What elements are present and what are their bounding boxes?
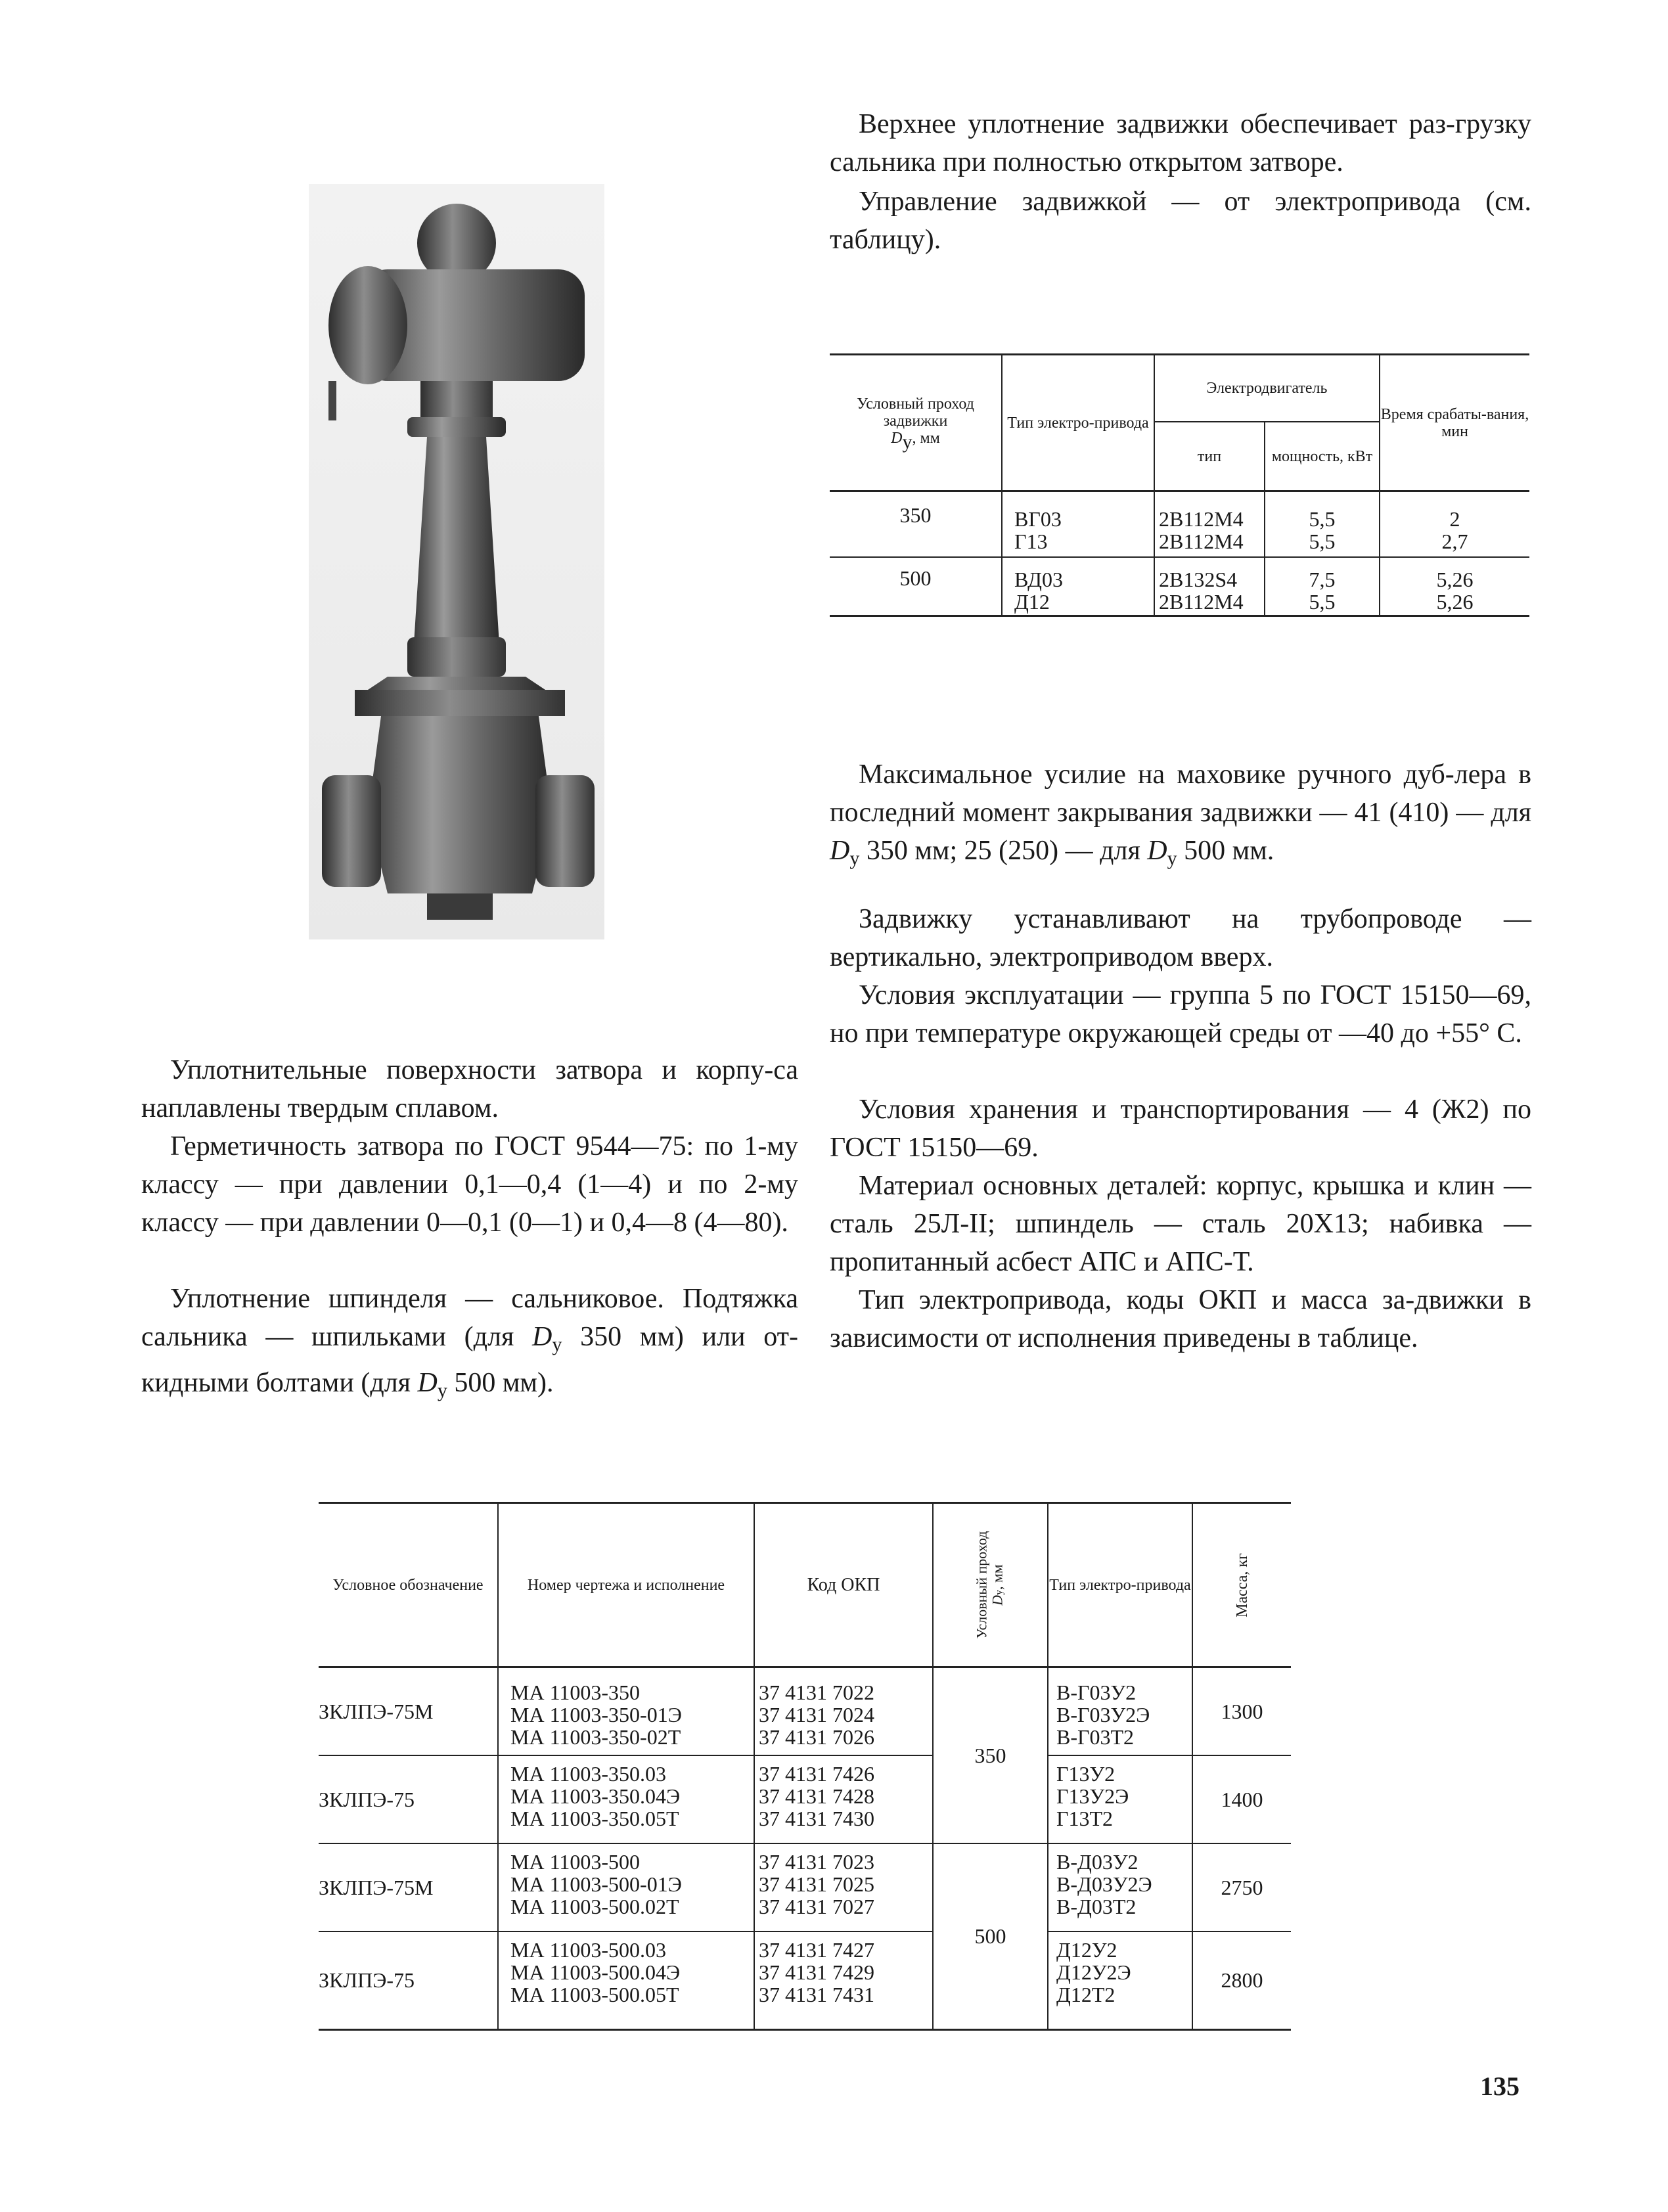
t2-okp [754, 1931, 933, 2030]
t2-okp-value: 37 4131 7430 [759, 1806, 874, 1830]
t2-okp-value: 37 4131 7023 [759, 1849, 874, 1874]
t2-dn: 500 [933, 1843, 1048, 2030]
t1-power [1265, 491, 1380, 557]
t2-drive-value: В-Г03У2 [1056, 1681, 1137, 1704]
t2-drawings [498, 1843, 754, 1931]
t1-dn: 350 [899, 503, 932, 527]
t2-okp-value: 37 4131 7429 [759, 1960, 874, 1984]
paragraph-right-1 [830, 756, 1531, 878]
t2-designation: ЗКЛПЭ-75М [319, 1699, 434, 1723]
t2-mass: 1400 [1192, 1755, 1291, 1843]
t2-mass: 2750 [1192, 1843, 1291, 1931]
dy-symbol: D [1147, 836, 1167, 866]
t1-drive-value: ВГ03 [1014, 507, 1062, 531]
t1-row [830, 491, 1529, 557]
t1-time-value: 2 [1449, 507, 1460, 531]
t1-drive-value: Г13 [1014, 529, 1048, 553]
t2-row [319, 1843, 1291, 1931]
t2-okp-value: 37 4131 7426 [759, 1761, 874, 1786]
t2-drawing-value: МА 11003-350.03 [510, 1761, 667, 1786]
t1-power [1265, 557, 1380, 616]
t1-header-time: Время срабаты-вания, мин [1380, 355, 1529, 491]
t2-header-mass-label: Масса, кг [1233, 1552, 1251, 1617]
t2-drawing-value: МА 11003-350-01Э [510, 1703, 682, 1727]
t2-okp-value: 37 4131 7027 [759, 1894, 874, 1918]
t1-motor-value: 2В112М4 [1159, 507, 1244, 531]
paragraph-top-2: Управление задвижкой — от электропривода (см. таблицу). [830, 187, 1531, 255]
t1-row [830, 557, 1529, 616]
t1-header-motor-power: мощность, кВт [1265, 422, 1380, 491]
t1-drive [1002, 557, 1154, 616]
t1-drive-value: ВД03 [1014, 568, 1063, 592]
dy-symbol: D [830, 836, 850, 866]
t1-time [1380, 557, 1529, 616]
paragraph-left-3-c: 500 мм). [454, 1368, 554, 1398]
t2-header-designation: Условное обозначение [332, 1576, 484, 1594]
t1-motor-value: 2В132S4 [1159, 568, 1238, 592]
t2-drawing-value: МА 11003-350 [510, 1681, 641, 1704]
t1-header-dn-unit: , мм [912, 429, 940, 447]
t2-drives [1048, 1843, 1192, 1931]
t1-motor-value: 2В112М4 [1159, 590, 1244, 614]
t1-header-dn [830, 355, 1002, 491]
t2-designation: ЗКЛПЭ-75 [319, 1787, 415, 1811]
t2-okp-value: 37 4131 7024 [759, 1703, 874, 1727]
paragraph-left-1: Уплотнительные поверхности затвора и корпу-са наплавлены твердым сплавом. [141, 1055, 798, 1123]
paragraph-top-1: Верхнее уплотнение задвижки обеспечивает раз-грузку сальника при полностью открытом затворе. [830, 109, 1531, 177]
t2-header-drawing: Номер чертежа и исполнение [498, 1503, 754, 1667]
t1-power-value: 7,5 [1309, 568, 1336, 592]
t1-dn: 500 [899, 566, 932, 590]
t2-drives [1048, 1667, 1192, 1755]
t1-power-value: 5,5 [1309, 590, 1336, 614]
t1-dy-sub: у [902, 430, 913, 453]
t1-header-drive: Тип электро-привода [1002, 355, 1154, 491]
t2-header-drive: Тип электро-привода [1048, 1503, 1192, 1667]
t2-designation: ЗКЛПЭ-75М [319, 1875, 434, 1899]
variants-table [319, 1502, 1291, 2031]
t2-row [319, 1755, 1291, 1843]
t2-drawing-value: МА 11003-500 [510, 1849, 641, 1874]
t2-drawings [498, 1667, 754, 1755]
t1-motor [1154, 557, 1265, 616]
page-number: 135 [1480, 2071, 1520, 2101]
t1-time-value: 5,26 [1436, 568, 1474, 592]
t2-header-dn-label: Условный проход [973, 1531, 989, 1639]
t2-drives [1048, 1755, 1192, 1843]
dy-sub: у [1167, 847, 1177, 869]
paragraph-right-5: Материал основных деталей: корпус, крышка и клин — сталь 25Л-II; шпиндель — сталь 20Х13; набивка — пропитанный асбест АПС и АПС-Т. [830, 1171, 1531, 1277]
paragraph-right-1-c: 500 мм. [1184, 836, 1274, 866]
t2-okp-value: 37 4131 7428 [759, 1784, 874, 1808]
valve-photo [309, 184, 604, 939]
t1-header-motor: Электродвигатель [1154, 355, 1380, 422]
t1-motor [1154, 491, 1265, 557]
t2-drawing-value: МА 11003-350-02Т [510, 1725, 681, 1749]
paragraph-right-1-b: 350 мм; 25 (250) — для [866, 836, 1140, 866]
t2-drive-value: В-Г03Т2 [1056, 1725, 1135, 1749]
t2-drives [1048, 1931, 1192, 2030]
t1-power-value: 5,5 [1309, 507, 1336, 531]
t2-header-dn [933, 1503, 1048, 1667]
paragraph-left-3-b: 350 мм) или от-кидными болтами (для [141, 1322, 799, 1398]
t2-dy-symbol: D [989, 1594, 1005, 1606]
paragraph-right-3: Условия эксплуатации — группа 5 по ГОСТ 15150—69, но при температуре окружающей среды от —40 до +55° С. [830, 980, 1531, 1049]
dy-symbol: D [532, 1322, 552, 1352]
t2-drive-value: Д12У2Э [1056, 1960, 1131, 1984]
t2-okp-value: 37 4131 7431 [759, 1982, 874, 2006]
paragraph-right-4: Условия хранения и транспортирования — 4 (Ж2) по ГОСТ 15150—69. [830, 1095, 1531, 1163]
paragraph-left-3 [141, 1280, 798, 1410]
t2-dn: 350 [933, 1667, 1048, 1843]
t2-drive-value: В-Д03У2Э [1056, 1872, 1152, 1896]
dy-sub: у [437, 1380, 447, 1401]
t2-okp-value: 37 4131 7022 [759, 1681, 874, 1704]
dy-sub: у [552, 1334, 562, 1355]
t2-drawing-value: МА 11003-500.04Э [510, 1960, 681, 1984]
t2-drive-value: Г13У2Э [1056, 1784, 1129, 1808]
dy-sub: у [849, 847, 860, 869]
t2-mass: 1300 [1192, 1667, 1291, 1755]
t2-okp [754, 1667, 933, 1755]
t2-header-dn-unit: , мм [989, 1564, 1005, 1590]
t1-motor-value: 2В112М4 [1159, 529, 1244, 553]
paragraph-left-2: Герметичность затвора по ГОСТ 9544—75: по 1-му классу — при давлении 0,1—0,4 (1—4) и по 2-му классу — при давлении 0—0,1 (0—1) и 0,4—8 (4—80). [141, 1131, 798, 1238]
t2-drawing-value: МА 11003-500.02Т [510, 1894, 679, 1918]
t2-drawing-value: МА 11003-500-01Э [510, 1872, 682, 1896]
t2-drawing-value: МА 11003-500.03 [510, 1937, 667, 1962]
t2-drive-value: Д12Т2 [1056, 1982, 1116, 2006]
t1-header-motor-type: тип [1154, 422, 1265, 491]
t2-drawings [498, 1931, 754, 2030]
t2-okp-value: 37 4131 7427 [759, 1937, 874, 1962]
paragraph-right-2: Задвижку устанавливают на трубопроводе — вертикально, электроприводом вверх. [830, 904, 1531, 972]
t1-header-dn-label: Условный проход задвижки [857, 395, 974, 430]
t2-drawing-value: МА 11003-500.05Т [510, 1982, 679, 2006]
t2-okp [754, 1843, 933, 1931]
valve-illustration [309, 184, 604, 939]
t2-drawing-value: МА 11003-350.05Т [510, 1806, 679, 1830]
t2-drive-value: В-Д03У2 [1056, 1849, 1138, 1874]
paragraph-right-1-a: Максимальное усилие на маховике ручного дуб-лера в последний момент закрывания задвижки — 41 (410) — для [830, 759, 1531, 828]
t2-drawings [498, 1755, 754, 1843]
t1-drive-value: Д12 [1014, 590, 1050, 614]
t1-time-value: 5,26 [1436, 590, 1474, 614]
t1-time [1380, 491, 1529, 557]
t2-mass: 2800 [1192, 1931, 1291, 2030]
t2-dy-sub: у [993, 1589, 1004, 1595]
t2-drive-value: Г13Т2 [1056, 1806, 1114, 1830]
paragraph-right-6: Тип электропривода, коды ОКП и масса за-движки в зависимости от исполнения приведены в таблице. [830, 1285, 1531, 1353]
t2-header-mass [1192, 1503, 1291, 1667]
t2-row [319, 1931, 1291, 2030]
t2-drive-value: Г13У2 [1056, 1761, 1116, 1786]
t1-power-value: 5,5 [1309, 529, 1336, 553]
t2-drive-value: В-Г03У2Э [1056, 1703, 1150, 1727]
t2-designation: ЗКЛПЭ-75 [319, 1968, 415, 1993]
t2-okp-value: 37 4131 7025 [759, 1872, 874, 1896]
t2-row [319, 1667, 1291, 1755]
dy-symbol: D [417, 1368, 438, 1398]
t2-drive-value: Д12У2 [1056, 1937, 1117, 1962]
t2-header-okp: Код ОКП [754, 1503, 933, 1667]
paragraph-left-3-a: Уплотнение шпинделя — сальниковое. Подтяжка сальника — шпильками (для [141, 1284, 798, 1352]
t2-okp-value: 37 4131 7026 [759, 1725, 874, 1749]
t1-drive [1002, 491, 1154, 557]
drive-table [830, 353, 1529, 617]
t2-okp [754, 1755, 933, 1843]
t2-drawing-value: МА 11003-350.04Э [510, 1784, 681, 1808]
t2-drive-value: В-Д03Т2 [1056, 1894, 1137, 1918]
t1-time-value: 2,7 [1441, 529, 1468, 553]
t1-dy-symbol: D [891, 429, 903, 447]
